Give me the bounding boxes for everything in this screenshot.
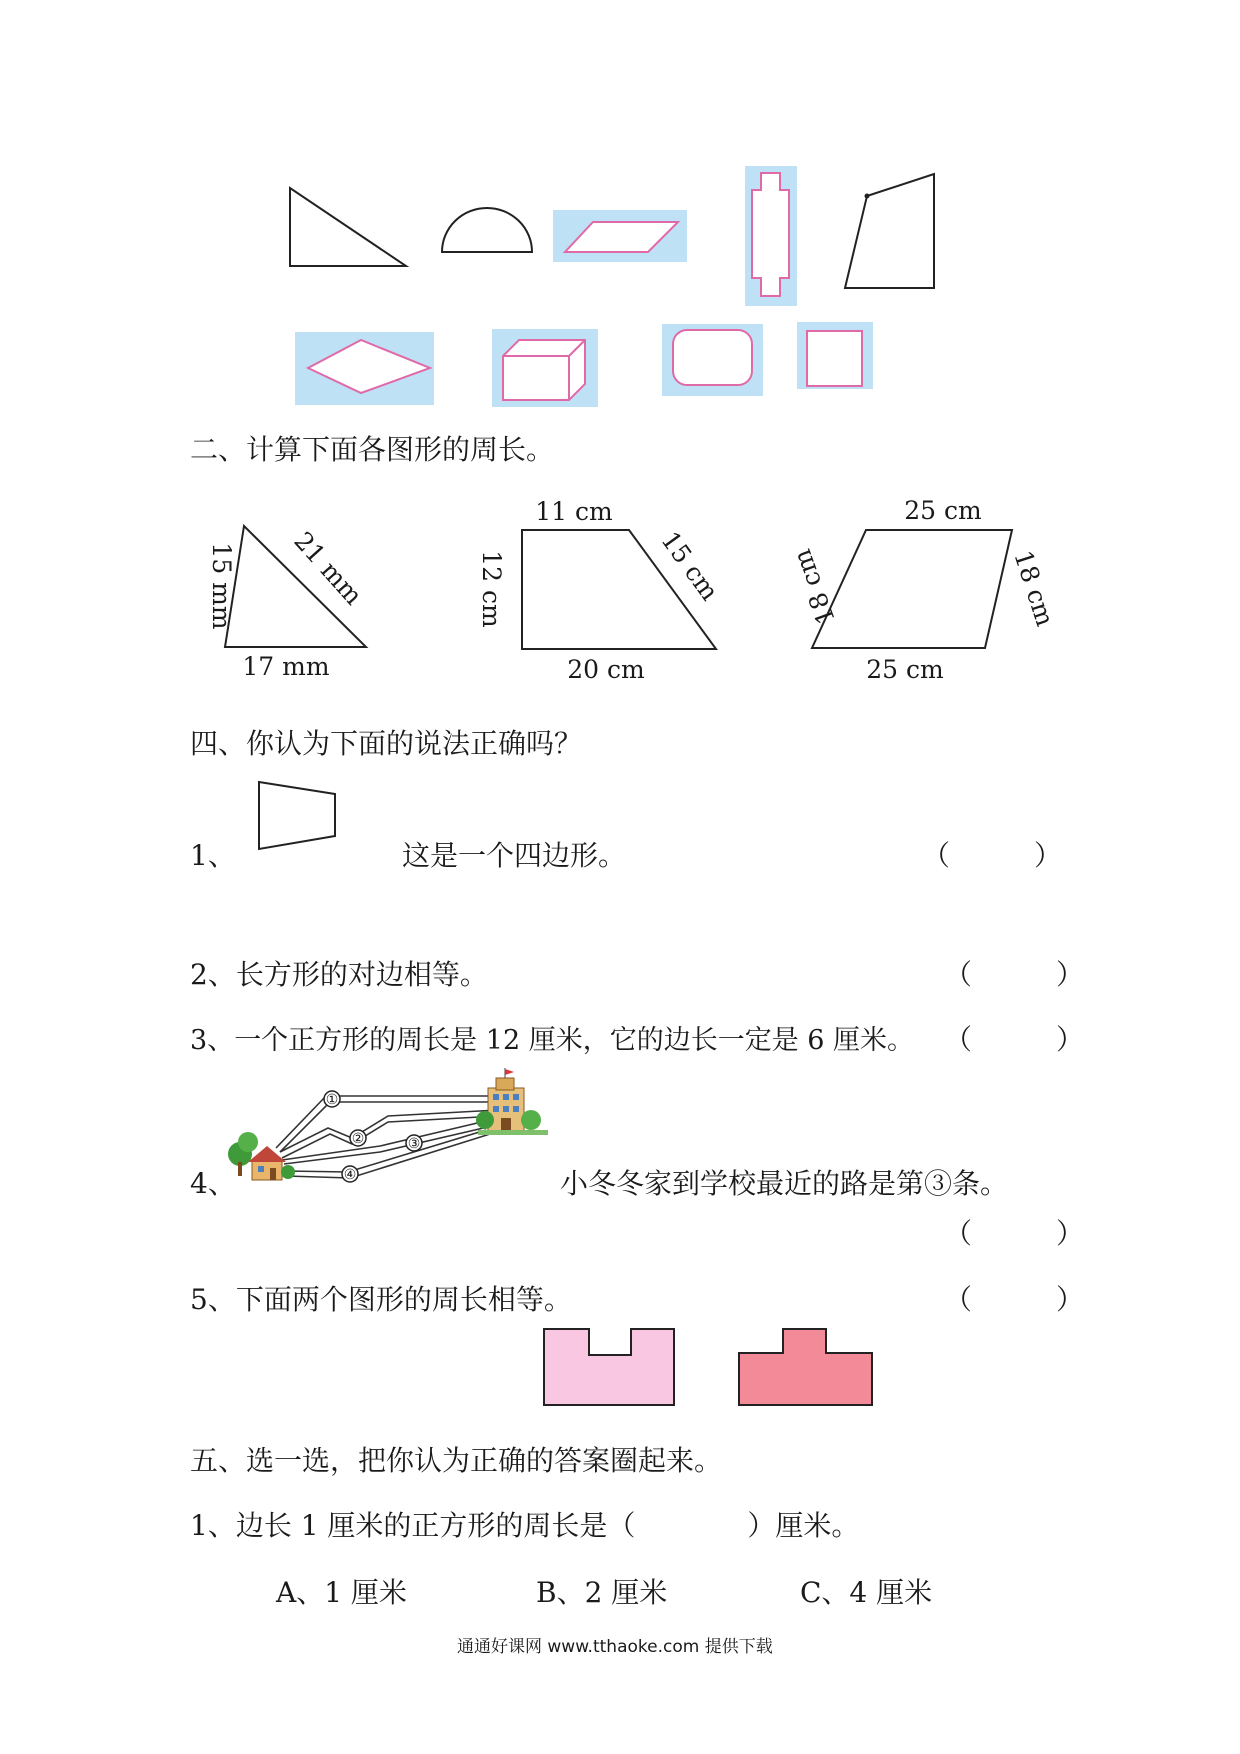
section5-title: 五、选一选，把你认为正确的答案圈起来。 [190,1444,723,1477]
parallelogram-bottom-label: 25 cm [866,655,944,684]
route-2-line [280,1110,498,1152]
item1-answer-blank[interactable]: （ ） [922,839,1063,872]
item2-statement: 2、长方形的对边相等。 [190,958,488,991]
t-step-shape [739,1329,872,1405]
parallelogram-right-label: 18 cm [1008,547,1060,630]
triangle-left-label: 15 mm [207,542,236,630]
u-notch-shape [544,1329,674,1405]
perimeter-figures [0,485,1240,700]
option-b[interactable]: B、2 厘米 [536,1576,668,1609]
item2-answer-blank[interactable]: （ ） [944,958,1085,991]
option-a[interactable]: A、1 厘米 [276,1576,407,1609]
rounded-rect-shape [673,330,752,385]
route-3-line [282,1120,490,1160]
trapezoid-left-label: 12 cm [477,550,506,628]
parallelogram-figure [812,530,1012,648]
item5-answer-blank[interactable]: （ ） [944,1283,1085,1316]
item5-statement: 5、下面两个图形的周长相等。 [190,1283,572,1316]
route-map [228,1068,568,1188]
option-c[interactable]: C、4 厘米 [800,1576,933,1609]
route-1-marker: ① [325,1092,339,1108]
parallelogram-top-label: 25 cm [904,496,982,525]
top-shapes [0,0,1240,420]
quadrilateral-shape [845,174,934,288]
section2-title: 二、计算下面各图形的周长。 [190,433,555,466]
semicircle-shape [442,208,532,252]
route-3-marker: ③ [407,1136,421,1152]
item1-number: 1、 [190,839,236,872]
right-triangle-shape [290,188,406,266]
item3-answer-blank[interactable]: （ ） [944,1023,1085,1056]
cross-shape [752,173,789,296]
item1-quadrilateral [255,780,345,852]
item4-answer-blank[interactable]: （ ） [944,1217,1085,1250]
section4-title: 四、你认为下面的说法正确吗？ [190,727,583,760]
triangle-hypotenuse-label: 21 mm [288,526,369,611]
item4-number: 4、 [190,1167,236,1200]
trapezoid-top-label: 11 cm [535,497,613,526]
cuboid-shape [503,340,585,400]
triangle-bottom-label: 17 mm [242,652,330,681]
item1-statement: 这是一个四边形。 [402,839,627,872]
trapezoid-bottom-label: 20 cm [567,655,645,684]
item4-statement: 小冬冬家到学校最近的路是第③条。 [560,1167,1009,1200]
parallelogram-left-label: 18 cm [787,545,841,629]
section5-q1: 1、边长 1 厘米的正方形的周长是（ ）厘米。 [190,1509,860,1542]
square-shape [807,331,862,386]
item3-statement: 3、一个正方形的周长是 12 厘米，它的边长一定是 6 厘米。 [190,1025,915,1056]
footer-credit: 通通好课网 www.tthaoke.com 提供下载 [457,1637,773,1657]
route-4-marker: ④ [343,1167,357,1183]
item5-figures [540,1325,880,1415]
trapezoid-right-label: 15 cm [655,526,725,606]
route-2-marker: ② [351,1131,365,1147]
